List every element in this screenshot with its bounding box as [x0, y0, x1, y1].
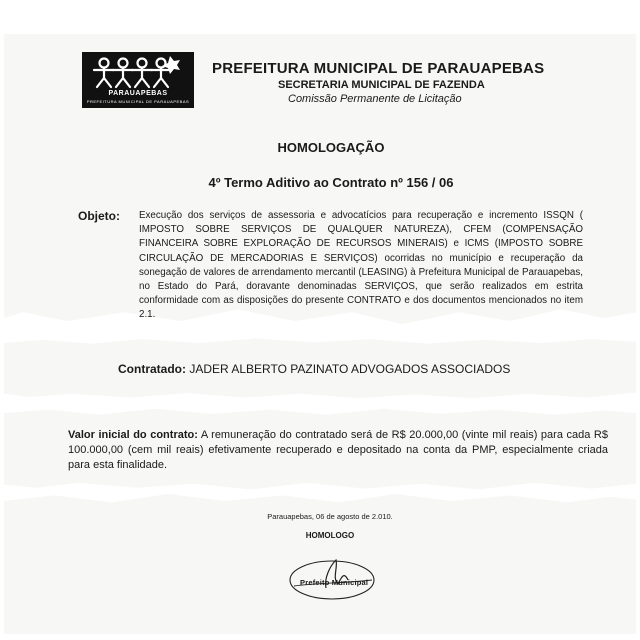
- object-label: Objeto:: [78, 209, 120, 223]
- document-heading: HOMOLOGAÇÃO: [277, 140, 385, 155]
- place-date: Parauapebas, 06 de agosto de 2.010.: [267, 512, 393, 521]
- contract-value-label: Valor inicial do contrato:: [68, 429, 198, 441]
- contract-value-paragraph: [68, 428, 608, 473]
- object-text: Execução dos serviços de assessoria e advocatícios para recuperação e incremento ISSQN ( IMPOSTO SOBRE SERVIÇOS DE QUALQUER NATUREZA), CFEM (COMPENSAÇÃO FINANCEIRA SOBRE EXPLORAÇÃO DE RECURSOS MINERAIS) e ICMS (IMPOSTO SOBRE CIRCULAÇÃO DE MERCADORIAS E SERVIÇOS) ocorridas no município e recuperação da sonegação de valores de arrendamento mercantil (LEASING) à Prefeitura Municipal de Parauapebas, no Estado do Pará, doravante denominadas SERVIÇOS, que serão realizados em estrita conformidade com as disposições do presente CONTRATO e dos documentos mencionados no item 2.1.: [139, 210, 583, 321]
- contractor-value: JADER ALBERTO PAZINATO ADVOGADOS ASSOCIADOS: [189, 362, 511, 376]
- signature-icon: [286, 550, 378, 602]
- contract-title: 4º Termo Aditivo ao Contrato nº 156 / 06: [208, 175, 454, 190]
- contract-value-text: A remuneração do contratado será de R$ 20.000,00 (vinte mil reais) para cada R$ 100.000,00 (cem mil reais) efetivamente recuperado e depositado na conta da PMP, especialmente criada para esta finalidade.: [68, 429, 608, 471]
- contractor-line: [118, 362, 510, 376]
- header-title: PREFEITURA MUNICIPAL DE PARAUAPEBAS: [212, 60, 545, 77]
- header-commission: Comissão Permanente de Licitação: [288, 93, 462, 105]
- logo-subtext: PREFEITURA MUNICIPAL DE PARAUAPEBAS: [86, 99, 190, 104]
- people-figures-icon: [82, 52, 194, 92]
- contractor-label: Contratado:: [118, 362, 186, 376]
- municipal-logo: [82, 52, 194, 108]
- logo-name: PARAUAPEBAS: [108, 90, 168, 97]
- header-subtitle: SECRETARIA MUNICIPAL DE FAZENDA: [278, 79, 485, 91]
- signature-label: Prefeito Municipal: [300, 578, 369, 587]
- approval-text: HOMOLOGO: [305, 531, 355, 540]
